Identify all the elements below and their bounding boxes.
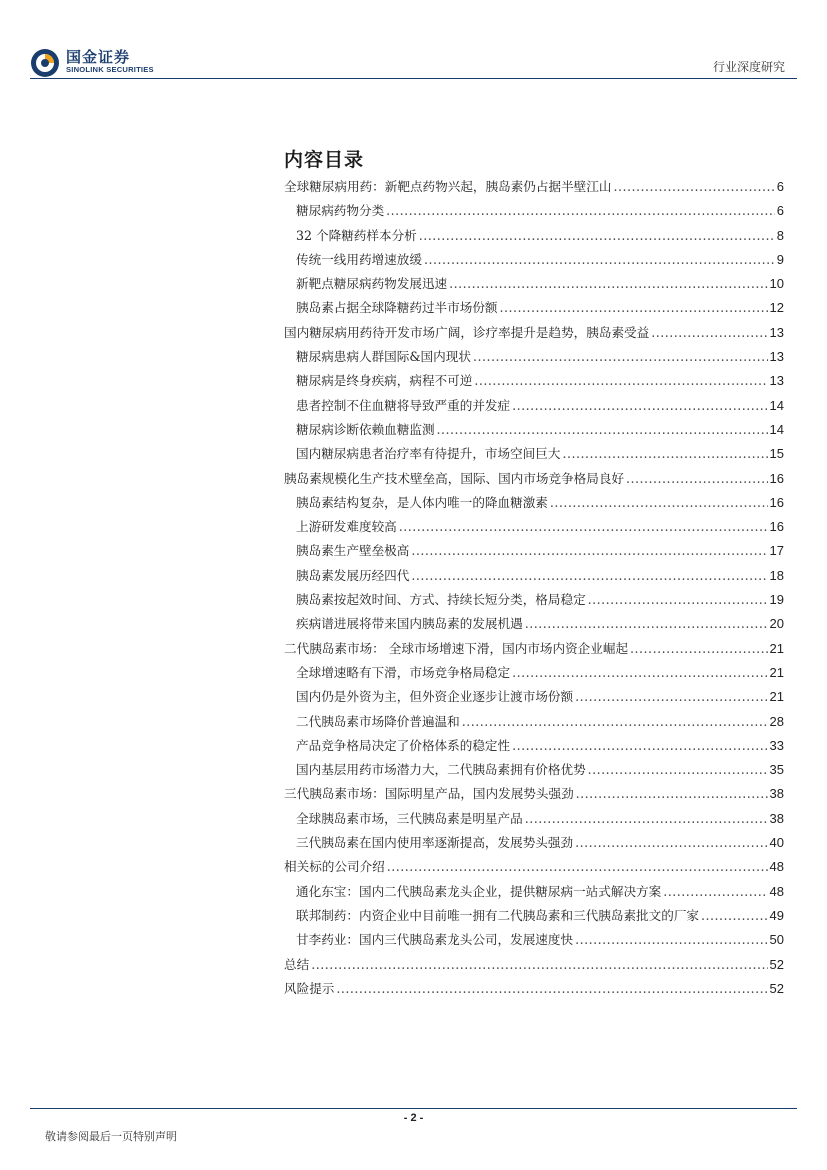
toc-entry[interactable] [284, 831, 784, 855]
disclaimer-note: 敬请参阅最后一页特别声明 [45, 1130, 177, 1143]
toc-entry-title: 国内仍是外资为主，但外资企业逐步让渡市场份额 [296, 689, 574, 705]
toc-dot-leader [575, 685, 767, 709]
toc-dot-leader [512, 734, 767, 758]
toc-entry-title: 国内基层用药市场潜力大，二代胰岛素拥有价格优势 [296, 762, 586, 778]
logo-chinese-name: 国金证券 [66, 48, 131, 66]
toc-dot-leader [512, 661, 767, 685]
toc-entry-page: 12 [769, 300, 784, 316]
toc-entry-page: 16 [769, 494, 784, 510]
toc-entry[interactable] [284, 661, 784, 685]
toc-dot-leader [575, 928, 767, 952]
footer-divider [30, 1108, 797, 1109]
toc-entry-title: 胰岛素按起效时间、方式、持续长短分类，格局稳定 [296, 592, 586, 608]
toc-entry-page: 21 [769, 689, 784, 705]
toc-dot-leader [449, 272, 767, 296]
header-divider [30, 78, 797, 79]
toc-dot-leader [512, 394, 767, 418]
toc-entry-page: 21 [769, 664, 784, 680]
toc-entry-title: 胰岛素占据全球降糖药过半市场份额 [296, 300, 498, 316]
toc-dot-leader [630, 637, 767, 661]
toc-entry-page: 52 [769, 980, 784, 996]
toc-entry[interactable] [284, 807, 784, 831]
toc-entry-page: 8 [776, 227, 784, 243]
toc-dot-leader [386, 199, 775, 223]
toc-dot-leader [399, 515, 768, 539]
toc-entry[interactable] [284, 904, 784, 928]
toc-dot-leader [651, 321, 767, 345]
toc-entry-page: 19 [769, 592, 784, 608]
toc-entry-page: 20 [769, 616, 784, 632]
toc-entry[interactable] [284, 953, 784, 977]
toc-entry-title: 疾病谱进展将带来国内胰岛素的发展机遇 [296, 616, 523, 632]
toc-entry[interactable] [284, 175, 784, 199]
toc-entry-page: 38 [769, 810, 784, 826]
toc-entry-page: 16 [769, 519, 784, 535]
toc-dot-leader [701, 904, 768, 928]
toc-entry[interactable] [284, 224, 784, 248]
toc-entry-title: 新靶点糖尿病药物发展迅速 [296, 276, 448, 292]
toc-entry[interactable] [284, 296, 784, 320]
toc-entry-title: 患者控制不住血糖将导致严重的并发症 [296, 397, 511, 413]
toc-dot-leader [576, 782, 768, 806]
toc-entry[interactable] [284, 515, 784, 539]
toc-entry[interactable] [284, 442, 784, 466]
toc-dot-leader [474, 369, 767, 393]
toc-entry[interactable] [284, 272, 784, 296]
toc-entry-page: 9 [776, 251, 784, 267]
toc-dot-leader [562, 442, 767, 466]
toc-dot-leader [387, 855, 768, 879]
toc-entry[interactable] [284, 321, 784, 345]
toc-dot-leader [473, 345, 768, 369]
toc-entry-title: 胰岛素规模化生产技术壁垒高，国际、国内市场竞争格局良好 [284, 470, 625, 486]
toc-entry-title: 32 个降糖药样本分析 [296, 227, 417, 243]
toc-dot-leader [626, 467, 768, 491]
toc-entry-title: 上游研发难度较高 [296, 519, 397, 535]
toc-entry[interactable] [284, 685, 784, 709]
toc-entry-page: 15 [769, 446, 784, 462]
toc-entry[interactable] [284, 345, 784, 369]
toc-entry-page: 49 [769, 907, 784, 923]
toc-entry-title: 联邦制药：内资企业中目前唯一拥有二代胰岛素和三代胰岛素批文的厂家 [296, 907, 699, 923]
toc-entry-page: 13 [769, 324, 784, 340]
toc-entry-title: 三代胰岛素在国内使用率逐渐提高，发展势头强劲 [296, 835, 574, 851]
toc-dot-leader [613, 175, 774, 199]
toc-title: 内容目录 [284, 149, 365, 171]
toc-entry[interactable] [284, 418, 784, 442]
toc-entry-title: 相关标的公司介绍 [284, 859, 385, 875]
toc-entry-page: 18 [769, 567, 784, 583]
toc-entry-page: 21 [769, 640, 784, 656]
toc-entry-title: 产品竞争格局决定了价格体系的稳定性 [296, 737, 511, 753]
toc-entry-page: 48 [769, 859, 784, 875]
toc-dot-leader [575, 831, 767, 855]
toc-entry-title: 糖尿病患病人群国际&国内现状 [296, 349, 471, 365]
toc-entry-page: 52 [769, 956, 784, 972]
toc-entry-title: 国内糖尿病用药待开发市场广阔，诊疗率提升是趋势，胰岛素受益 [284, 324, 650, 340]
toc-dot-leader [550, 491, 768, 515]
toc-entry-page: 6 [776, 203, 784, 219]
toc-entry[interactable] [284, 394, 784, 418]
report-type-label: 行业深度研究 [712, 60, 785, 74]
toc-dot-leader [525, 612, 768, 636]
toc-entry[interactable] [284, 467, 784, 491]
toc-entry-title: 糖尿病药物分类 [296, 203, 385, 219]
toc-entry[interactable] [284, 199, 784, 223]
toc-dot-leader [411, 564, 767, 588]
toc-entry-page: 10 [769, 276, 784, 292]
toc-entry-title: 三代胰岛素市场：国际明星产品，国内发展势头强劲 [284, 786, 574, 802]
toc-entry[interactable] [284, 539, 784, 563]
toc-dot-leader [411, 539, 767, 563]
toc-dot-leader [336, 977, 767, 1001]
toc-dot-leader [663, 880, 767, 904]
toc-entry-title: 糖尿病诊断依赖血糖监测 [296, 421, 435, 437]
toc-entry-page: 6 [776, 179, 784, 194]
page-header [0, 0, 827, 80]
toc-entry[interactable] [284, 928, 784, 952]
toc-entry-page: 13 [769, 373, 784, 389]
toc-entry-title: 风险提示 [284, 980, 335, 996]
toc-entry-title: 全球胰岛素市场，三代胰岛素是明星产品 [296, 810, 523, 826]
toc-entry-title: 二代胰岛素市场： 全球市场增速下滑，国内市场内资企业崛起 [284, 640, 629, 656]
toc-entry-page: 17 [769, 543, 784, 559]
toc-entry[interactable] [284, 710, 784, 734]
toc-entry-title: 传统一线用药增速放缓 [296, 251, 422, 267]
toc-entry-page: 14 [769, 397, 784, 413]
toc-entry-title: 二代胰岛素市场降价普遍温和 [296, 713, 460, 729]
toc-dot-leader [311, 953, 767, 977]
toc-entry-title: 糖尿病是终身疾病，病程不可逆 [296, 373, 473, 389]
toc-dot-leader [419, 224, 775, 248]
toc-entry-title: 甘李药业：国内三代胰岛素龙头公司，发展速度快 [296, 932, 574, 948]
toc-entry-title: 胰岛素发展历经四代 [296, 567, 410, 583]
sinolink-logo-icon [30, 48, 60, 78]
toc-dot-leader [500, 296, 768, 320]
toc-entry-page: 33 [769, 737, 784, 753]
toc-entry-title: 全球增速略有下滑，市场竞争格局稳定 [296, 664, 511, 680]
toc-entry[interactable] [284, 977, 784, 1001]
toc-entry-page: 13 [769, 349, 784, 365]
toc-entry-page: 14 [769, 421, 784, 437]
toc-entry[interactable] [284, 637, 784, 661]
toc-entry-page: 50 [769, 932, 784, 948]
toc-entry-title: 胰岛素结构复杂，是人体内唯一的降血糖激素 [296, 494, 548, 510]
toc-entry-title: 总结 [284, 956, 310, 972]
toc-dot-leader [437, 418, 768, 442]
toc-dot-leader [424, 248, 775, 272]
toc-entry-page: 16 [769, 470, 784, 486]
toc-entry-page: 28 [769, 713, 784, 729]
toc-entry-title: 胰岛素生产壁垒极高 [296, 543, 410, 559]
toc-entry[interactable] [284, 491, 784, 515]
toc-entry[interactable] [284, 734, 784, 758]
toc-entry[interactable] [284, 880, 784, 904]
toc-entry-title: 国内糖尿病患者治疗率有待提升，市场空间巨大 [296, 446, 561, 462]
toc-entry-page: 40 [769, 835, 784, 851]
toc-entry-page: 35 [769, 762, 784, 778]
table-of-contents [284, 175, 784, 1001]
toc-entry[interactable] [284, 855, 784, 879]
toc-entry-page: 48 [769, 883, 784, 899]
page-number: - 2 - [403, 1112, 424, 1124]
toc-entry[interactable] [284, 612, 784, 636]
toc-entry[interactable] [284, 588, 784, 612]
toc-dot-leader [588, 588, 768, 612]
toc-entry-title: 通化东宝：国内二代胰岛素龙头企业，提供糖尿病一站式解决方案 [296, 883, 662, 899]
logo-english-name: SINOLINK SECURITIES [66, 65, 154, 74]
toc-entry-title: 全球糖尿病用药：新靶点药物兴起，胰岛素仍占据半壁江山 [284, 179, 612, 194]
toc-dot-leader [462, 710, 768, 734]
toc-entry[interactable] [284, 369, 784, 393]
toc-entry[interactable] [284, 758, 784, 782]
toc-entry[interactable] [284, 248, 784, 272]
toc-entry[interactable] [284, 564, 784, 588]
toc-entry[interactable] [284, 782, 784, 806]
toc-entry-page: 38 [769, 786, 784, 802]
toc-dot-leader [588, 758, 768, 782]
toc-dot-leader [525, 807, 768, 831]
